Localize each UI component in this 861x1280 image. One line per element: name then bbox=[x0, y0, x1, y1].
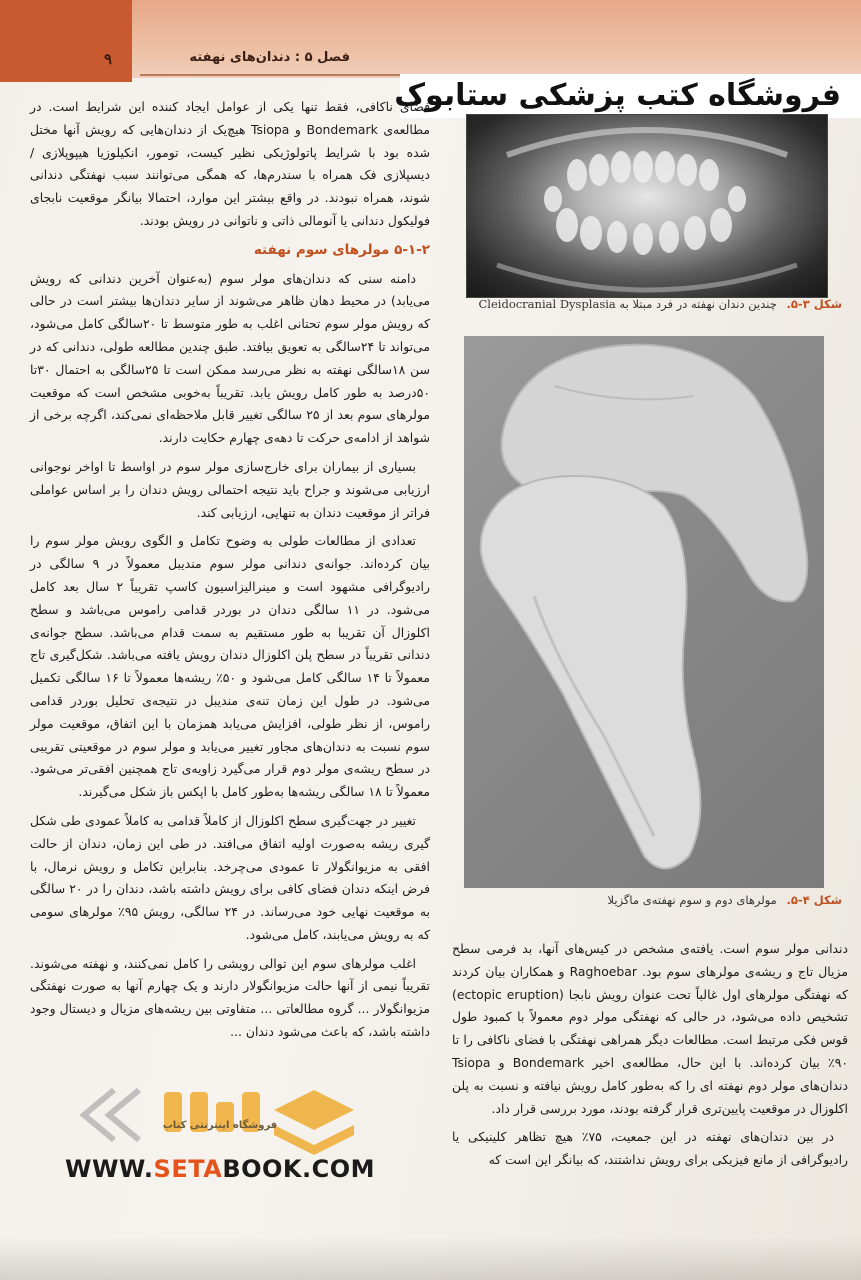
figure-3-label: شکل ۳-۵. bbox=[786, 297, 842, 311]
paragraph: تغییر در جهت‌گیری سطح اکلوزال از کاملاً قدامی به کاملاً عمودی طی شکل گیری ریشه به‌صورت اولیه اتفاق می‌افتد. در طی این زمان، دندان از حالت افقی به مزیوانگولار تا عمودی می‌چرخد. بنابراین تکامل و رویش نرمال، با فرض اینکه دندان فضای کافی برای رویش داشته باشد، دندان را در ۲۰ سالگی به موقعیت نهایی خود می‌رساند. در ۲۴ سالگی، رویش ۹۵٪ مولرهای سومی که به رویش می‌یابند، کامل می‌شود. bbox=[30, 812, 431, 942]
chapter-title: فصل ۵ : دندان‌های نهفته bbox=[189, 50, 350, 65]
paragraph: تعدادی از مطالعات طولی به وضوح تکامل و الگوی رویش مولر سوم را بیان کرده‌اند. جوانه‌ی دندانی مولر سوم مندیبل معمولاً در ۹ سالگی در رادیوگرافی مشهود است و مینرالیزاسیون کاسپ تقریباً ۲ سال بعد کامل می‌شود. در ۱۱ سالگی دندان در بوردر قدامی راموس می‌باشد و سطح اکلوزال آن تقریبا به طور مستقیم به سمت قدام می‌باشد. سطح جوانه‌ی دندانی تقریباً در سطح پلن اکلوزال دندان رویش یافته می‌باشد. شکل‌گیری تاج معمولاً تا ۱۴ سالگی کامل می‌شود و ۵۰٪ ریشه‌ها معمولاً تا ۱۶ سالگی تکمیل می‌شود. در طول این زمان تنه‌ی مندیبل در نتیجه‌ی تحلیل بوردر قدامی راموس، از نظر طولی، افزایش می‌یابد همزمان با این اتفاق، موقعیت مولر سوم نسبت به دندان‌های مجاور تغییر می‌یابد و مولر سوم در موقعیتی تقریبی در سطح ریشه‌ی مولر دوم قرار می‌گیرد زاویه‌ی تاج همچنین افقی‌تر می‌شود. معمولاً تا ۱۸ سالگی ریشه‌ها به‌طور کامل با اپکس باز شکل می‌گیرند. bbox=[30, 533, 431, 800]
paragraph: فضای ناکافی، فقط تنها یکی از عوامل ایجاد کننده این شرایط است. در مطالعه‌ی Bondemark و Tsiopa هیچ‌یک از دندان‌هایی که رویش آنها مختل شده بود با شرایط پاتولوژیکی نظیر کیست، تومور، انکیلوزیا هیپوپلازی / دیسپلازی فک همراه با سندرم‌ها، که همگی می‌توانند سبب نهفتگی دندانی شوند، همراه نبودند. در واقع بیشتر این موارد، احتمالا بیانگر موقعیت نابجای فولیکول دندانی یا آنومالی ذاتی و ناتوانی در رویش بودند. bbox=[30, 99, 430, 228]
paragraph: دامنه سنی که دندان‌های مولر سوم (به‌عنوان آخرین دندانی که رویش می‌یابد) در محیط دهان ظاهر می‌شوند از سایر دندان‌ها بیشتر است در حالی که رویش مولر سوم تحتانی اغلب به طور متوسط تا ۲۰سالگی کامل می‌شود، می‌تواند تا ۲۴سالگی به تعویق بیافتد. طبق چندین مطالعه طولی، دندانی که در سن ۱۸سالگی نهفته به نظر می‌رسد ممکن است تا ۲۵سالگی به احتمال ۳۰تا ۵۰درصد به طور کامل رویش یابد. تقریباً به‌خوبی مشخص است که موقعیت مولرهای سوم بعد از ۲۵ سالگی تغییر قابل ملاحظه‌ای نمی‌کند، اگرچه برخی از شواهد از ادامه‌ی حرکت تا دهه‌ی چهارم حکایت دارند. bbox=[30, 270, 431, 446]
page-shadow bbox=[0, 1236, 861, 1280]
watermark-subtitle: فروشگاه اینترنتی کتاب bbox=[162, 1120, 278, 1131]
left-text-column bbox=[30, 96, 430, 1226]
impacted-molars-photo bbox=[464, 336, 824, 888]
watermark-url-prefix: WWW. bbox=[64, 1155, 154, 1183]
xray-drawing bbox=[467, 115, 827, 297]
figure-3-caption-text: چندین دندان نهفته در فرد مبتلا به bbox=[619, 297, 777, 311]
panoramic-xray-image bbox=[466, 114, 828, 298]
paragraph: دندانی مولر سوم است. یافته‌ی مشخص در کیس‌های آنها، بد فرمی سطح مزیال تاج و ریشه‌ی مولرهای سوم بود. Raghoebar و همکاران بیان کردند که نهفتگی مولرهای اول غالباً تحت عنوان رویش نابجا (ectopic eruption) تشخیص داده می‌شود، در حالی که نهفتگی مولر دوم معمولاً با کمبود طول قوس فکی مرتبط است. مطالعات دیگر همراهی نهفتگی با فضای ناکافی را تا ۹۰٪ بیان کرده‌اند. با این حال، مطالعه‌ی اخیر Bondemark و Tsiopa دندان‌های مولر دوم نهفته ای را که به‌طور کامل رویش نیافته و نسبت به پلن اکلوزال در موقعیت پایین‌تری قرار گرفته بودند، مورد بررسی قرار داد. bbox=[452, 941, 849, 1116]
watermark-url-accent: SETA bbox=[153, 1155, 223, 1183]
molars-drawing bbox=[464, 336, 824, 888]
store-banner-text: فروشگاه کتب پزشکی ستابوک bbox=[394, 78, 841, 113]
figure-4-label: شکل ۴-۵. bbox=[786, 893, 842, 907]
figure-3-caption bbox=[454, 297, 842, 311]
paragraph: در بین دندان‌های نهفته در این جمعیت، ۷۵٪ هیچ تظاهر کلینیکی یا رادیوگرافی از مانع فیزیکی برای رویش نداشتند، که بیانگر این است که bbox=[452, 1129, 848, 1168]
paragraph: اغلب مولرهای سوم این توالی رویشی را کامل نمی‌کنند، و نهفته می‌شوند. تقریباً نیمی از آنها حالت مزیوانگولار دارند و یک چهارم آنها به صورت نهفتگی مزیوانگولار ... گروه مطالعاتی ... متفاوتی بین ریشه‌های مزیال و دیستال وجود داشته باشد، که باعث می‌شود دندان ... bbox=[30, 955, 430, 1040]
figure-3-caption-latin: Cleidocranial Dysplasia bbox=[478, 297, 616, 311]
figure-4-caption bbox=[454, 893, 842, 907]
store-banner bbox=[394, 74, 861, 118]
section-heading: ۵-۱-۲ مولرهای سوم نهفته bbox=[253, 241, 430, 258]
right-text-column bbox=[452, 938, 848, 1238]
page-number-tab bbox=[0, 0, 132, 82]
paragraph: بسیاری از بیماران برای خارج‌سازی مولر سوم در اواسط تا اواخر نوجوانی ارزیابی می‌شوند و جراح باید نتیجه احتمالی رویش دندان را بر اساس عواملی فراتر از موقعیت دندان به تنهایی، ارزیابی کند. bbox=[30, 458, 430, 520]
figure-4-caption-text: مولرهای دوم و سوم نهفته‌ی ماگزیلا bbox=[607, 893, 777, 907]
watermark-url-suffix: BOOK.COM bbox=[222, 1155, 376, 1183]
page-number: ۹ bbox=[103, 50, 113, 68]
watermark-url bbox=[60, 1155, 380, 1183]
